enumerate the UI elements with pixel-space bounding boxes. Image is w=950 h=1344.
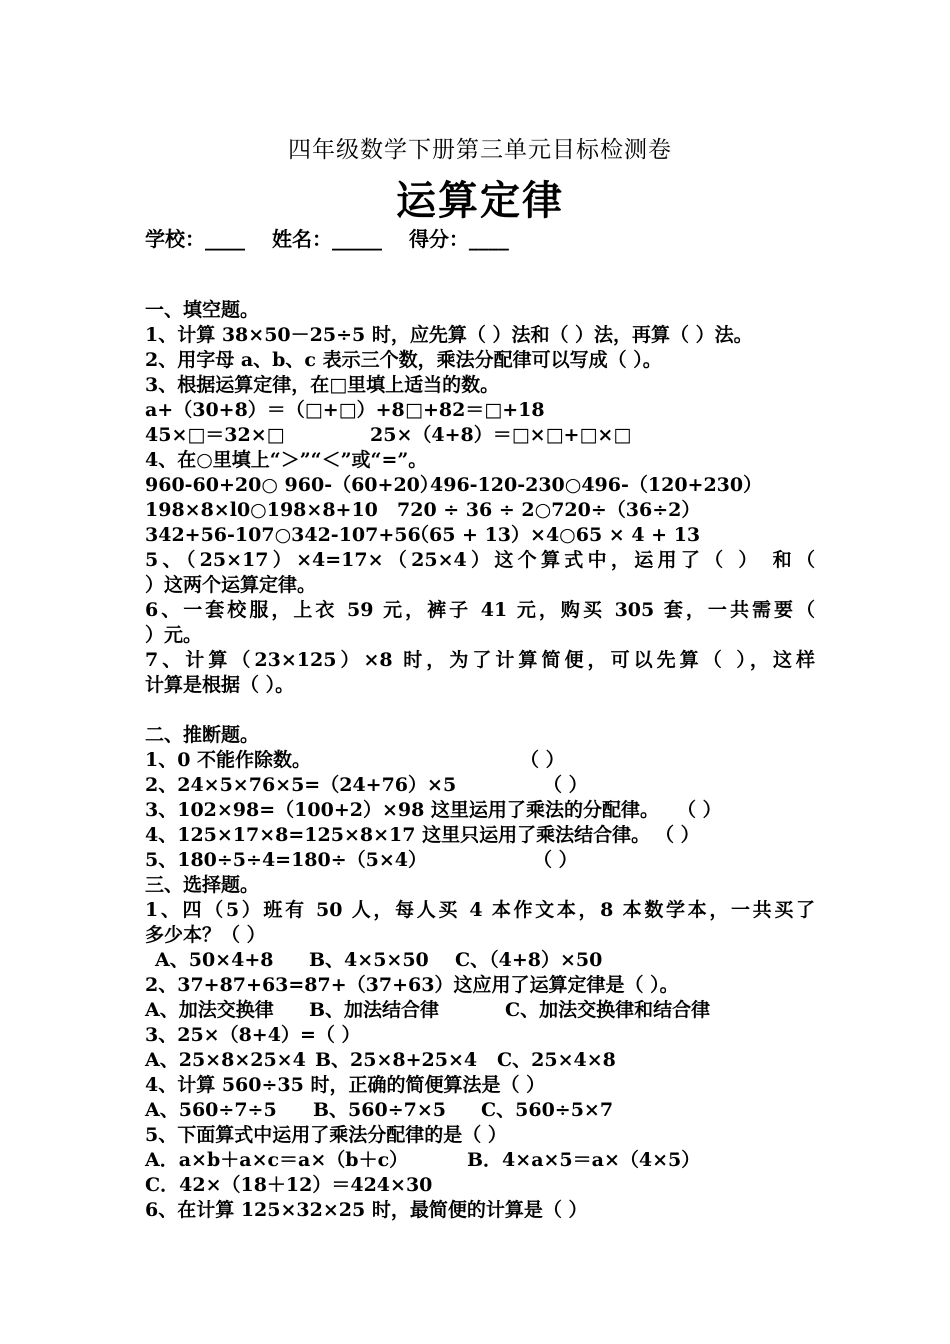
judge-question-1-text: 1、0 不能作除数。 [145, 749, 312, 771]
fill-question-4-item-f: （65 + 13）×4○65 × 4 + 13 [410, 524, 701, 546]
choice-question-1-line-1: 1、四（5）班有 50 人，每人买 4 本作文本，8 本数学本，一共买了 [145, 899, 815, 921]
judge-question-1 [145, 748, 815, 773]
judge-question-4-text: 4、125×17×8=125×8×17 这里只运用了乘法结合律。 [145, 824, 651, 846]
fill-question-5-line-1: 5、（25×17）×4=17×（25×4）这个算式中，运用了（ ） 和（ [145, 549, 815, 571]
fill-question-4-item-b: 496-120-230○496-（120+230） [430, 474, 763, 496]
choice-question-5-option-a: A．a×b＋a×c＝a×（b＋c） [145, 1149, 409, 1171]
fill-question-4-item-d: 720 ÷ 36 ÷ 2○720÷（36÷2） [397, 499, 701, 521]
worksheet-title: 运算定律 [396, 178, 564, 224]
section-heading-multiple-choice: 三、选择题。 [145, 874, 260, 896]
fill-question-4-row-1 [145, 473, 815, 498]
name-field: 姓名：_____ [271, 227, 382, 251]
choice-question-5-option-b: B．4×a×5＝a×（4×5） [467, 1149, 701, 1171]
judge-question-5-text: 5、180÷5÷4=180÷（5×4） [145, 849, 428, 871]
judge-question-5 [145, 848, 815, 873]
judge-question-2-answer: （ ） [543, 774, 588, 796]
choice-question-3-options [145, 1048, 815, 1073]
choice-question-5-options-ab [145, 1148, 815, 1173]
fill-question-6-line-1: 6、一套校服，上衣 59 元，裤子 41 元，购买 305 套，一共需要（ [145, 599, 815, 621]
choice-question-1-option-b: B、4×5×50 [309, 949, 429, 971]
fill-question-3-item-a: a+（30+8）＝（□+□）+8 [145, 399, 405, 421]
choice-question-5: 5、下面算式中运用了乘法分配律的是（ ） [145, 1124, 507, 1146]
choice-question-1-line-2: 多少本？（ ） [145, 924, 266, 946]
fill-question-4-row-3 [145, 523, 815, 548]
judge-question-4 [145, 823, 815, 848]
choice-question-4-option-c: C、560÷5×7 [481, 1099, 614, 1121]
score-field: 得分：____ [408, 227, 509, 251]
choice-question-4: 4、计算 560÷35 时，正确的简便算法是（ ） [145, 1074, 546, 1096]
choice-question-4-option-b: B、560÷7×5 [313, 1099, 447, 1121]
section-heading-true-false: 二、推断题。 [145, 724, 260, 746]
judge-question-2-text: 2、24×5×76×5=（24+76）×5 [145, 774, 457, 796]
judge-question-3 [145, 798, 815, 823]
judge-question-5-answer: （ ） [533, 849, 578, 871]
fill-question-3-row-2 [145, 423, 815, 448]
choice-question-2: 2、37+87+63=87+（37+63）这应用了运算定律是（ ）。 [145, 974, 679, 996]
fill-question-4-item-c: 198×8×l0○198×8+10 [145, 499, 378, 521]
choice-question-3-option-b: B、25×8+25×4 [315, 1049, 478, 1071]
choice-question-1-option-c: C、（4+8）×50 [455, 949, 603, 971]
choice-question-2-option-a: A、加法交换律 [145, 999, 274, 1021]
fill-question-7-line-1: 7、计算（23×125）×8 时，为了计算简便，可以先算（ ），这样 [145, 649, 815, 671]
choice-question-3-option-c: C、25×4×8 [497, 1049, 616, 1071]
fill-question-3: 3、根据运算定律，在□里填上适当的数。 [145, 374, 500, 396]
fill-question-4-row-2 [145, 498, 815, 523]
fill-question-4-item-a: 960-60+20○ 960-（60+20） [145, 474, 439, 496]
section-gap [145, 698, 815, 723]
question-body [145, 298, 815, 1223]
section-heading-fill-blank: 一、填空题。 [145, 299, 260, 321]
worksheet-subtitle: 四年级数学下册第三单元目标检测卷 [288, 137, 672, 163]
fill-question-4-item-e: 342+56-107○342-107+56 [145, 524, 421, 546]
fill-question-4: 4、在○里填上“＞”“＜”或“=”。 [145, 449, 428, 471]
judge-question-3-text: 3、102×98=（100+2）×98 这里运用了乘法的分配律。 [145, 799, 659, 821]
school-field: 学校：____ [145, 227, 245, 251]
fill-question-2: 2、用字母 a、b、c 表示三个数，乘法分配律可以写成（ ）。 [145, 349, 662, 371]
judge-question-2 [145, 773, 815, 798]
student-info-row [145, 226, 815, 252]
fill-question-5-line-2: ）这两个运算定律。 [145, 574, 317, 596]
choice-question-5-option-c: C．42×（18＋12）＝424×30 [145, 1174, 433, 1196]
choice-question-3-option-a: A、25×8×25×4 [145, 1049, 306, 1071]
fill-question-3-item-c: 45×□＝32×□ [145, 424, 285, 446]
judge-question-4-answer: （ ） [655, 824, 700, 846]
judge-question-1-answer: （ ） [520, 749, 565, 771]
choice-question-4-options [145, 1098, 815, 1123]
choice-question-2-options [145, 998, 815, 1023]
fill-question-1: 1、计算 38×50－25÷5 时，应先算（ ）法和（ ）法，再算（ ）法。 [145, 324, 753, 346]
fill-question-6-line-2: ）元。 [145, 624, 203, 646]
fill-question-3-row-1 [145, 398, 815, 423]
choice-question-2-option-b: B、加法结合律 [309, 999, 440, 1021]
choice-question-2-option-c: C、加法交换律和结合律 [505, 999, 711, 1021]
choice-question-1-option-a: A、50×4+8 [155, 949, 274, 971]
fill-question-3-item-b: □+82＝□+18 [405, 399, 545, 421]
choice-question-6: 6、在计算 125×32×25 时，最简便的计算是（ ） [145, 1199, 588, 1221]
fill-question-7-line-2: 计算是根据（ ）。 [145, 674, 295, 696]
choice-question-4-option-a: A、560÷7÷5 [145, 1099, 277, 1121]
choice-question-3: 3、25×（8+4）=（ ） [145, 1024, 361, 1046]
judge-question-3-answer: （ ） [677, 799, 722, 821]
fill-question-3-item-d: 25×（4+8）＝□×□+□×□ [370, 424, 632, 446]
choice-question-1-options [145, 948, 815, 973]
